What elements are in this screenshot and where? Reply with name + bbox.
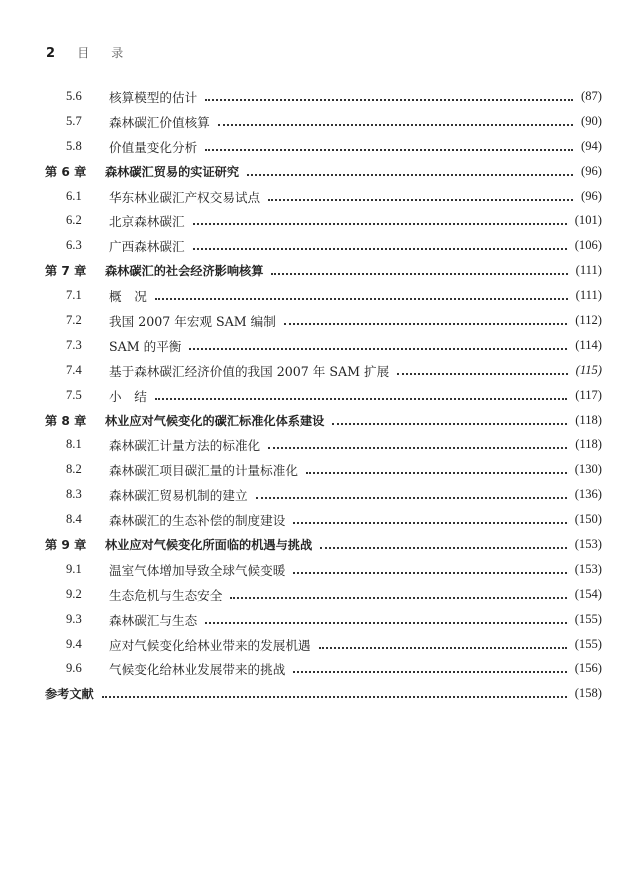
dot-leader: [320, 546, 567, 549]
dot-leader: [102, 695, 567, 698]
toc-entry-number: 9.3: [66, 611, 82, 626]
toc-entry-page: (118): [575, 412, 602, 427]
dot-leader: [205, 621, 567, 624]
dot-leader: [193, 222, 567, 225]
page-header: [46, 44, 145, 61]
toc-entry-number: 6.1: [66, 188, 82, 203]
toc-chapter-row[interactable]: [0, 408, 630, 433]
toc-entry-page: (96): [581, 188, 602, 203]
toc-entry-number: 9.4: [66, 636, 82, 651]
dot-leader: [193, 247, 567, 250]
toc-entry-page: (96): [581, 163, 602, 178]
toc-entry-number: 7.5: [66, 387, 82, 402]
toc-entry-title: 气候变化给林业发展带来的挑战: [109, 662, 286, 678]
toc-entry-title: 概 况: [109, 289, 147, 305]
toc-entry-title: 生态危机与生态安全: [109, 587, 223, 603]
toc-entry-number: 5.7: [66, 113, 82, 128]
toc-entry-number: 6.3: [66, 238, 82, 253]
header-title: 目录: [77, 46, 146, 60]
toc-section-row[interactable]: [0, 134, 630, 159]
toc-section-row[interactable]: [0, 358, 630, 383]
toc-entry-title: 广西森林碳汇: [109, 239, 185, 255]
toc-entry-number: 第 9 章: [45, 537, 87, 552]
dot-leader: [205, 98, 573, 101]
toc-entry-page: (90): [581, 113, 602, 128]
toc-entry-page: (87): [581, 88, 602, 103]
toc-entry-title: 基于森林碳汇经济价值的我国 2007 年 SAM 扩展: [109, 363, 390, 379]
toc-entry-page: (155): [574, 636, 602, 651]
toc-entry-title: 价值量变化分析: [109, 139, 198, 155]
dot-leader: [155, 297, 568, 300]
toc-section-row[interactable]: [0, 632, 630, 657]
toc-entry-page: (111): [575, 288, 602, 303]
toc-entry-title: 森林碳汇与生态: [109, 612, 198, 628]
dot-leader: [284, 322, 567, 325]
table-of-contents: [0, 84, 630, 706]
toc-section-row[interactable]: [0, 308, 630, 333]
dot-leader: [271, 272, 567, 275]
toc-entry-page: (117): [575, 387, 602, 402]
dot-leader: [256, 496, 567, 499]
toc-entry-number: 9.1: [66, 561, 82, 576]
toc-section-row[interactable]: [0, 482, 630, 507]
toc-entry-number: 第 8 章: [45, 413, 87, 428]
toc-entry-number: 8.3: [66, 487, 82, 502]
toc-entry-number: 8.2: [66, 462, 82, 477]
toc-section-row[interactable]: [0, 109, 630, 134]
toc-section-row[interactable]: [0, 582, 630, 607]
toc-entry-number: 5.8: [66, 138, 82, 153]
dot-leader: [293, 521, 566, 524]
toc-entry-number: 第 7 章: [45, 264, 87, 279]
dot-leader: [293, 670, 566, 673]
toc-entry-page: (158): [574, 686, 602, 701]
toc-entry-number: 9.2: [66, 586, 82, 601]
toc-entry-title: 森林碳汇项目碳汇量的计量标准化: [109, 463, 298, 479]
toc-section-row[interactable]: [0, 656, 630, 681]
toc-entry-number: 9.6: [66, 661, 82, 676]
toc-chapter-row[interactable]: [0, 159, 630, 184]
toc-entry-title: 温室气体增加导致全球气候变暖: [109, 562, 286, 578]
toc-entry-page: (101): [574, 213, 602, 228]
dot-leader: [268, 198, 573, 201]
toc-entry-page: (153): [574, 561, 602, 576]
dot-leader: [205, 148, 573, 151]
toc-entry-title: 森林碳汇贸易的实证研究: [105, 164, 240, 179]
toc-entry-title: 森林碳汇的社会经济影响核算: [105, 264, 264, 279]
toc-entry-page: (112): [575, 312, 602, 327]
dot-leader: [306, 471, 567, 474]
toc-chapter-row[interactable]: [0, 532, 630, 557]
toc-section-row[interactable]: [0, 84, 630, 109]
toc-entry-title: 森林碳汇价值核算: [109, 114, 210, 130]
toc-section-row[interactable]: [0, 507, 630, 532]
toc-section-row[interactable]: [0, 184, 630, 209]
toc-section-row[interactable]: [0, 283, 630, 308]
toc-entry-page: (118): [575, 437, 602, 452]
toc-section-row[interactable]: [0, 607, 630, 632]
toc-entry-page: (94): [581, 138, 602, 153]
toc-entry-page: (153): [574, 536, 602, 551]
toc-entry-number: 8.1: [66, 437, 82, 452]
toc-section-row[interactable]: [0, 432, 630, 457]
toc-entry-number: 8.4: [66, 512, 82, 527]
toc-entry-page: (114): [575, 337, 602, 352]
dot-leader: [332, 422, 567, 425]
toc-section-row[interactable]: [0, 208, 630, 233]
toc-entry-page: (156): [574, 661, 602, 676]
dot-leader: [218, 123, 573, 126]
toc-entry-page: (150): [574, 512, 602, 527]
toc-section-row[interactable]: [0, 383, 630, 408]
toc-entry-title: 林业应对气候变化所面临的机遇与挑战: [105, 537, 313, 552]
dot-leader: [293, 571, 566, 574]
toc-chapter-row[interactable]: [0, 258, 630, 283]
toc-entry-number: 5.6: [66, 88, 82, 103]
dot-leader: [155, 397, 567, 400]
toc-reference-row[interactable]: [0, 681, 630, 706]
toc-entry-page: (111): [575, 263, 602, 278]
toc-section-row[interactable]: [0, 557, 630, 582]
toc-entry-page: (130): [574, 462, 602, 477]
toc-section-row[interactable]: [0, 233, 630, 258]
toc-section-row[interactable]: [0, 333, 630, 358]
toc-entry-title: 参考文献: [45, 687, 94, 702]
toc-entry-title: 核算模型的估计: [109, 89, 198, 105]
toc-entry-page: (155): [574, 611, 602, 626]
toc-entry-title: 应对气候变化给林业带来的发展机遇: [109, 637, 311, 653]
toc-entry-title: 华东林业碳汇产权交易试点: [109, 189, 261, 205]
dot-leader: [268, 446, 567, 449]
toc-entry-number: 7.1: [66, 288, 82, 303]
toc-entry-number: 7.3: [66, 337, 82, 352]
dot-leader: [319, 646, 567, 649]
dot-leader: [230, 596, 566, 599]
toc-entry-number: 7.4: [66, 362, 82, 377]
dot-leader: [189, 347, 567, 350]
toc-entry-page: (106): [574, 238, 602, 253]
toc-entry-title: SAM 的平衡: [109, 338, 182, 354]
toc-entry-title: 我国 2007 年宏观 SAM 编制: [109, 313, 276, 329]
page-number: 2: [46, 46, 56, 61]
toc-entry-page: (154): [574, 586, 602, 601]
dot-leader: [397, 372, 567, 375]
toc-entry-number: 7.2: [66, 312, 82, 327]
toc-entry-title: 北京森林碳汇: [109, 214, 185, 230]
toc-entry-page: (115): [575, 362, 602, 377]
dot-leader: [247, 173, 573, 176]
toc-entry-title: 森林碳汇的生态补偿的制度建设: [109, 513, 286, 529]
toc-entry-title: 森林碳汇计量方法的标准化: [109, 438, 261, 454]
toc-section-row[interactable]: [0, 457, 630, 482]
toc-entry-number: 6.2: [66, 213, 82, 228]
toc-entry-title: 小 结: [109, 388, 147, 404]
toc-entry-title: 森林碳汇贸易机制的建立: [109, 488, 248, 504]
toc-entry-number: 第 6 章: [45, 164, 87, 179]
toc-entry-title: 林业应对气候变化的碳汇标准化体系建设: [105, 413, 325, 428]
toc-entry-page: (136): [574, 487, 602, 502]
